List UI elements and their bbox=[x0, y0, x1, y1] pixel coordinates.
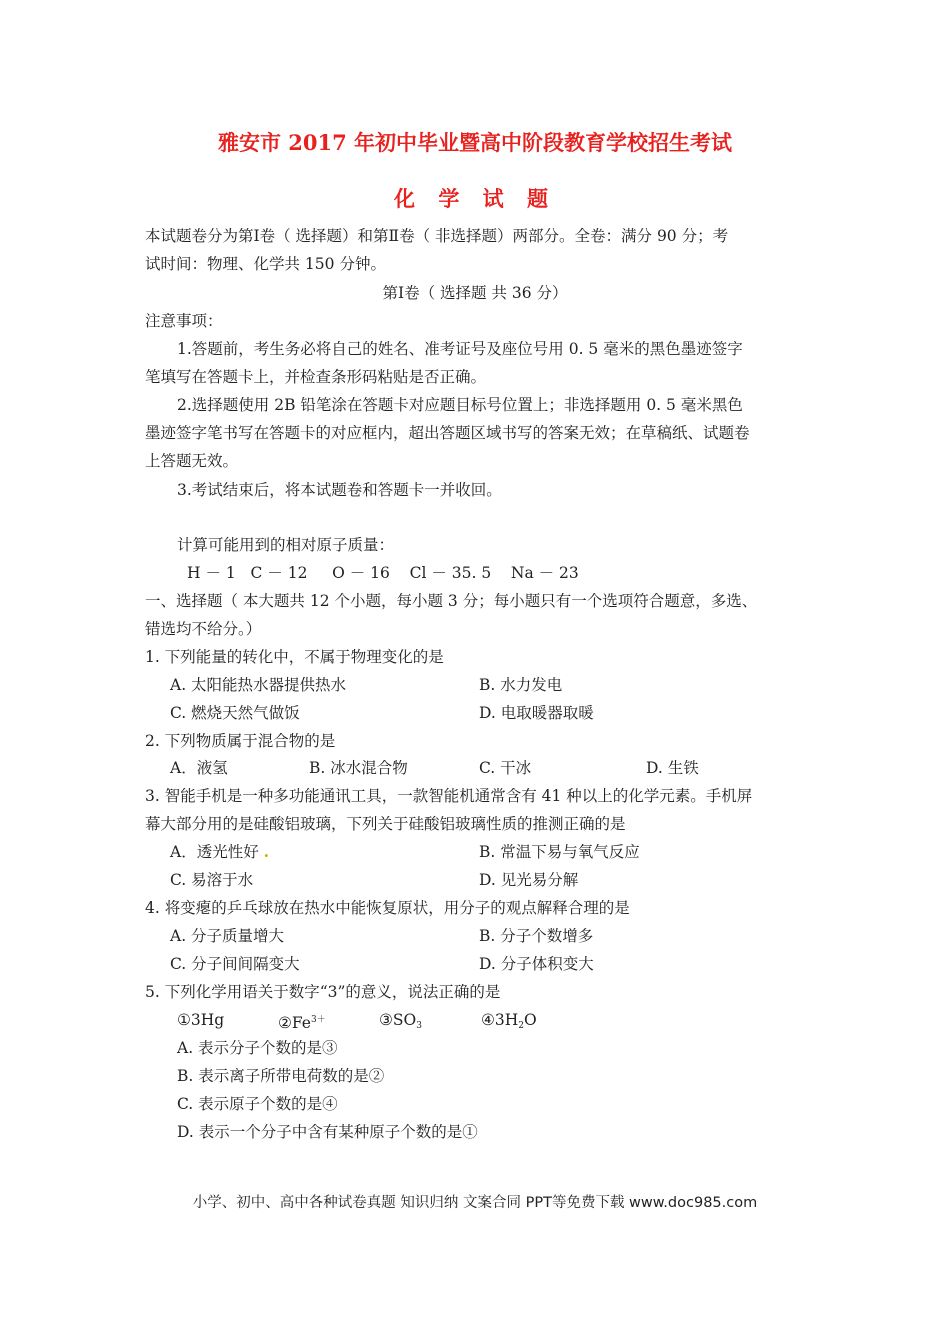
q5-formula-3 bbox=[379, 1010, 422, 1036]
q4-option-b: B. 分子个数增多 bbox=[479, 927, 594, 945]
q1-option-a: A. 太阳能热水器提供热水 bbox=[170, 676, 347, 694]
q4-option-c: C. 分子间间隔变大 bbox=[170, 955, 300, 973]
q1-stem: 1. 下列能量的转化中，不属于物理变化的是 bbox=[145, 648, 444, 666]
q1-option-b: B. 水力发电 bbox=[479, 676, 563, 694]
footer-watermark: 小学、初中、高中各种试卷真题 知识归纳 文案合同 PPT等免费下载 www.doc985.com bbox=[192, 1195, 758, 1211]
note-3: 3.考试结束后，将本试题卷和答题卡一并收回。 bbox=[177, 481, 502, 499]
q5-option-d: D. 表示一个分子中含有某种原子个数的是① bbox=[177, 1123, 478, 1141]
q3-stem-line-1: 3. 智能手机是一种多功能通讯工具，一款智能机通常含有 41 种以上的化学元素。手机屏 bbox=[145, 787, 753, 805]
q5-formula-2 bbox=[278, 1010, 326, 1033]
q1-option-d: D. 电取暖器取暖 bbox=[479, 704, 594, 722]
q2-option-d: D. 生铁 bbox=[646, 759, 699, 777]
q5-formula-4 bbox=[481, 1010, 537, 1036]
q5-formula-3-subscript: 3 bbox=[416, 1021, 422, 1031]
q5-formula-2-charge: 3＋ bbox=[310, 1015, 326, 1025]
q5-formula-4-post: O bbox=[524, 1011, 537, 1029]
notes-title: 注意事项： bbox=[145, 312, 223, 330]
note-2-line-1: 2.选择题使用 2B 铅笔涂在答题卡对应题目标号位置上；非选择题用 0. 5 毫米黑色 bbox=[177, 396, 743, 414]
note-1-line-1: 1.答题前，考生务必将自己的姓名、准考证号及座位号用 0. 5 毫米的黑色墨迹签字 bbox=[177, 340, 743, 358]
part1-header: 第Ⅰ卷（ 选择题 共 36 分） bbox=[382, 284, 568, 302]
stray-mark: . bbox=[263, 842, 270, 861]
section-1-line-1: 一、选择题（ 本大题共 12 个小题，每小题 3 分；每小题只有一个选项符合题意，多选、 bbox=[145, 592, 758, 610]
section-1-line-2: 错选均不给分。） bbox=[145, 620, 262, 638]
q5-formula-2-base: ②Fe bbox=[278, 1014, 311, 1032]
q5-option-b: B. 表示离子所带电荷数的是② bbox=[177, 1067, 385, 1085]
q5-option-a: A. 表示分子个数的是③ bbox=[177, 1039, 338, 1057]
q3-option-d: D. 见光易分解 bbox=[479, 871, 579, 889]
q4-option-d: D. 分子体积变大 bbox=[479, 955, 594, 973]
q5-option-c: C. 表示原子个数的是④ bbox=[177, 1095, 338, 1113]
atomic-mass-label: 计算可能用到的相对原子质量： bbox=[177, 536, 395, 554]
q1-option-c: C. 燃烧天然气做饭 bbox=[170, 704, 300, 722]
subject-title: 化 学 试 题 bbox=[394, 186, 556, 211]
atomic-mass-values: H － 1 C － 12 O － 16 Cl － 35. 5 Na － 23 bbox=[187, 564, 579, 582]
q5-formula-3-base: ③SO bbox=[379, 1011, 417, 1029]
q2-stem: 2. 下列物质属于混合物的是 bbox=[145, 732, 336, 750]
q2-option-c: C. 干冰 bbox=[479, 759, 532, 777]
q3-option-c: C. 易溶于水 bbox=[170, 871, 254, 889]
q3-option-b: B. 常温下易与氧气反应 bbox=[479, 843, 640, 861]
note-2-line-3: 上答题无效。 bbox=[145, 452, 239, 470]
note-1-line-2: 笔填写在答题卡上，并检查条形码粘贴是否正确。 bbox=[145, 368, 487, 386]
q2-option-a: A．液氢 bbox=[170, 759, 228, 777]
q5-formula-4-subscript: 2 bbox=[518, 1021, 525, 1031]
intro-line-2: 试时间：物理、化学共 150 分钟。 bbox=[145, 255, 386, 273]
q3-option-a-text: A．透光性好 bbox=[170, 843, 259, 861]
q5-formula-4-pre: ④3H bbox=[481, 1011, 519, 1029]
q5-formula-1: ①3Hg bbox=[177, 1011, 225, 1029]
intro-line-1: 本试题卷分为第Ⅰ卷（ 选择题）和第Ⅱ卷（ 非选择题）两部分。全卷：满分 90 分；考 bbox=[145, 227, 729, 245]
q4-stem: 4. 将变瘪的乒乓球放在热水中能恢复原状，用分子的观点解释合理的是 bbox=[145, 899, 630, 917]
note-2-line-2: 墨迹签字笔书写在答题卡的对应框内，超出答题区域书写的答案无效；在草稿纸、试题卷 bbox=[145, 424, 750, 442]
q3-option-a bbox=[170, 842, 269, 862]
q4-option-a: A. 分子质量增大 bbox=[170, 927, 285, 945]
q3-stem-line-2: 幕大部分用的是硅酸铝玻璃，下列关于硅酸铝玻璃性质的推测正确的是 bbox=[145, 815, 626, 833]
q5-stem: 5. 下列化学用语关于数字“3”的意义，说法正确的是 bbox=[145, 983, 501, 1001]
q2-option-b: B. 冰水混合物 bbox=[309, 759, 408, 777]
exam-title: 雅安市 2017 年初中毕业暨高中阶段教育学校招生考试 bbox=[217, 130, 733, 155]
